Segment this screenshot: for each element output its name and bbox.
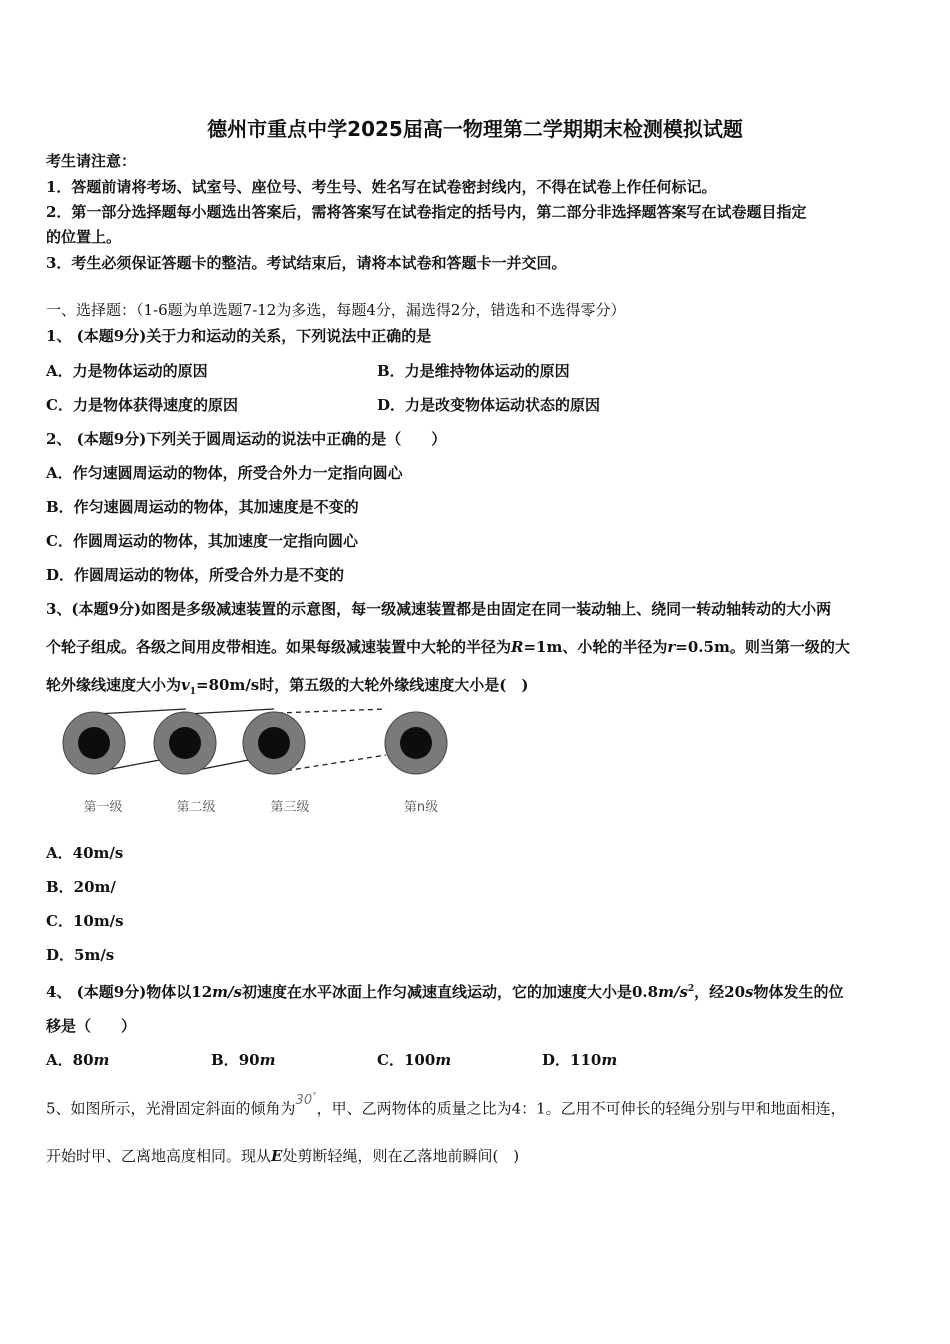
q4-option-b — [211, 1050, 275, 1070]
notice-heading: 考生请注意： — [46, 152, 137, 170]
notice-item-3: 3．考生必须保证答题卡的整洁。考试结束后，请将本试卷和答题卡一并交回。 — [46, 254, 567, 272]
notice-item-1: 1．答题前请将考场、试室号、座位号、考生号、姓名写在试卷密封线内，不得在试卷上作任何标记。 — [46, 178, 717, 196]
q3-option-d: D．5m/s — [46, 946, 115, 964]
q5-stem-line1 — [46, 1092, 846, 1120]
q3-text: 轮外缘线速度大小为 — [46, 676, 182, 694]
option-unit: m — [259, 1051, 276, 1069]
wheel-stage-1 — [63, 712, 125, 774]
label-stage-1: 第一级 — [83, 800, 123, 815]
section-heading: 一、选择题：（1-6题为单选题7-12为多选，每题4分，漏选得2分，错选和不选得零分） — [46, 301, 626, 319]
option-unit: m — [601, 1051, 618, 1069]
q4-stem-line1 — [46, 979, 844, 1002]
option-unit: m — [93, 1051, 110, 1069]
option-label: C． — [377, 1051, 404, 1069]
q5-text: ，甲、乙两物体的质量之比为4：1。乙用不可伸长的轻绳分别与甲和地面相连， — [316, 1099, 846, 1118]
q3-option-b: B．20m/ — [46, 878, 116, 896]
q5-text: 5、如图所示，光滑固定斜面的倾角为 — [46, 1099, 296, 1118]
q2-option-a: A．作匀速圆周运动的物体，所受合外力一定指向圆心 — [46, 464, 403, 482]
exam-title: 德州市重点中学2025届高一物理第二学期期末检测模拟试题 — [207, 117, 743, 141]
q1-stem: 1、 (本题9分)关于力和运动的关系，下列说法中正确的是 — [46, 327, 432, 345]
q4-text: 物体发生的位 — [753, 983, 844, 1001]
q1-option-a: A．力是物体运动的原因 — [46, 362, 208, 380]
q1-option-b: B．力是维持物体运动的原因 — [377, 362, 570, 380]
q2-option-c: C．作圆周运动的物体，其加速度一定指向圆心 — [46, 532, 358, 550]
q4-value: 20 — [724, 983, 746, 1001]
q3-stem-line1: 3、(本题9分)如图是多级减速装置的示意图，每一级减速装置都是由固定在同一装动轴上、绕同一转动轴转动的大小两 — [46, 600, 832, 618]
q3-text: =80m/s时，第五级的大轮外缘线速度大小是( ) — [196, 676, 529, 694]
q4-stem-line2: 移是（ ） — [46, 1017, 137, 1035]
q4-option-c — [377, 1050, 451, 1070]
q2-option-d: D．作圆周运动的物体，所受合外力是不变的 — [46, 566, 345, 584]
wheel-stage-2 — [154, 712, 216, 774]
option-label: B． — [211, 1051, 239, 1069]
q4-text: 初速度在水平冰面上作匀减速直线运动，它的加速度大小是 — [241, 983, 632, 1001]
q3-option-a: A．40m/s — [46, 844, 124, 862]
q4-exponent: 2 — [687, 984, 695, 994]
wheel-stage-3 — [243, 712, 305, 774]
q4-unit: m/s — [658, 983, 688, 1001]
option-value: 90 — [238, 1051, 260, 1069]
notice-item-2: 2．第一部分选择题每小题选出答案后，需将答案写在试卷指定的括号内，第二部分非选择题答案写在试卷题目指定 — [46, 203, 807, 221]
q4-option-d — [542, 1050, 617, 1070]
q3-text: =1m、小轮的半径为 — [523, 638, 668, 656]
notice-item-2-cont: 的位置上。 — [46, 228, 122, 246]
option-value: 80 — [72, 1051, 94, 1069]
wheel-stage-n — [385, 712, 447, 774]
option-unit: m — [435, 1051, 452, 1069]
option-label: A． — [46, 1051, 73, 1069]
q3-text: 个轮子组成。各级之间用皮带相连。如果每级减速装置中大轮的半径为 — [46, 638, 512, 656]
var-E: E — [271, 1147, 283, 1165]
angle-value: 30 — [295, 1093, 313, 1109]
q1-option-c: C．力是物体获得速度的原因 — [46, 396, 238, 414]
q3-stem-line2 — [46, 637, 850, 657]
degree-symbol: ° — [312, 1092, 317, 1102]
q5-stem-line2 — [46, 1146, 519, 1166]
label-stage-3: 第三级 — [270, 800, 310, 815]
q5-text: 处剪断轻绳，则在乙落地前瞬间( ) — [282, 1147, 520, 1165]
option-value: 110 — [570, 1051, 602, 1069]
var-r: r — [667, 638, 676, 656]
q5-angle — [296, 1093, 317, 1108]
var-v-subscript: 1 — [189, 687, 196, 697]
option-label: D． — [542, 1051, 571, 1069]
var-v: v — [181, 676, 190, 694]
q2-option-b: B．作匀速圆周运动的物体，其加速度是不变的 — [46, 498, 359, 516]
q3-option-c: C．10m/s — [46, 912, 124, 930]
q4-value: 0.8 — [631, 983, 659, 1001]
var-R: R — [511, 638, 524, 656]
q4-text: 4、 (本题9分)物体以 — [46, 983, 192, 1001]
q3-stem-line3 — [46, 675, 528, 702]
q2-stem: 2、 (本题9分)下列关于圆周运动的说法中正确的是（ ） — [46, 430, 447, 448]
q4-unit: m/s — [212, 983, 242, 1001]
q4-text: ，经 — [694, 983, 725, 1001]
belt-lines — [96, 709, 386, 772]
label-stage-n: 第n级 — [403, 800, 439, 815]
reduction-gear-diagram — [46, 700, 466, 825]
q4-value: 12 — [191, 983, 213, 1001]
label-stage-2: 第二级 — [176, 800, 216, 815]
q3-text: =0.5m。则当第一级的大 — [675, 638, 850, 656]
option-value: 100 — [403, 1051, 436, 1069]
q4-unit: s — [745, 983, 754, 1001]
q4-option-a — [46, 1050, 109, 1070]
q1-option-d: D．力是改变物体运动状态的原因 — [377, 396, 601, 414]
q5-text: 开始时甲、乙离地高度相同。现从 — [46, 1147, 272, 1165]
